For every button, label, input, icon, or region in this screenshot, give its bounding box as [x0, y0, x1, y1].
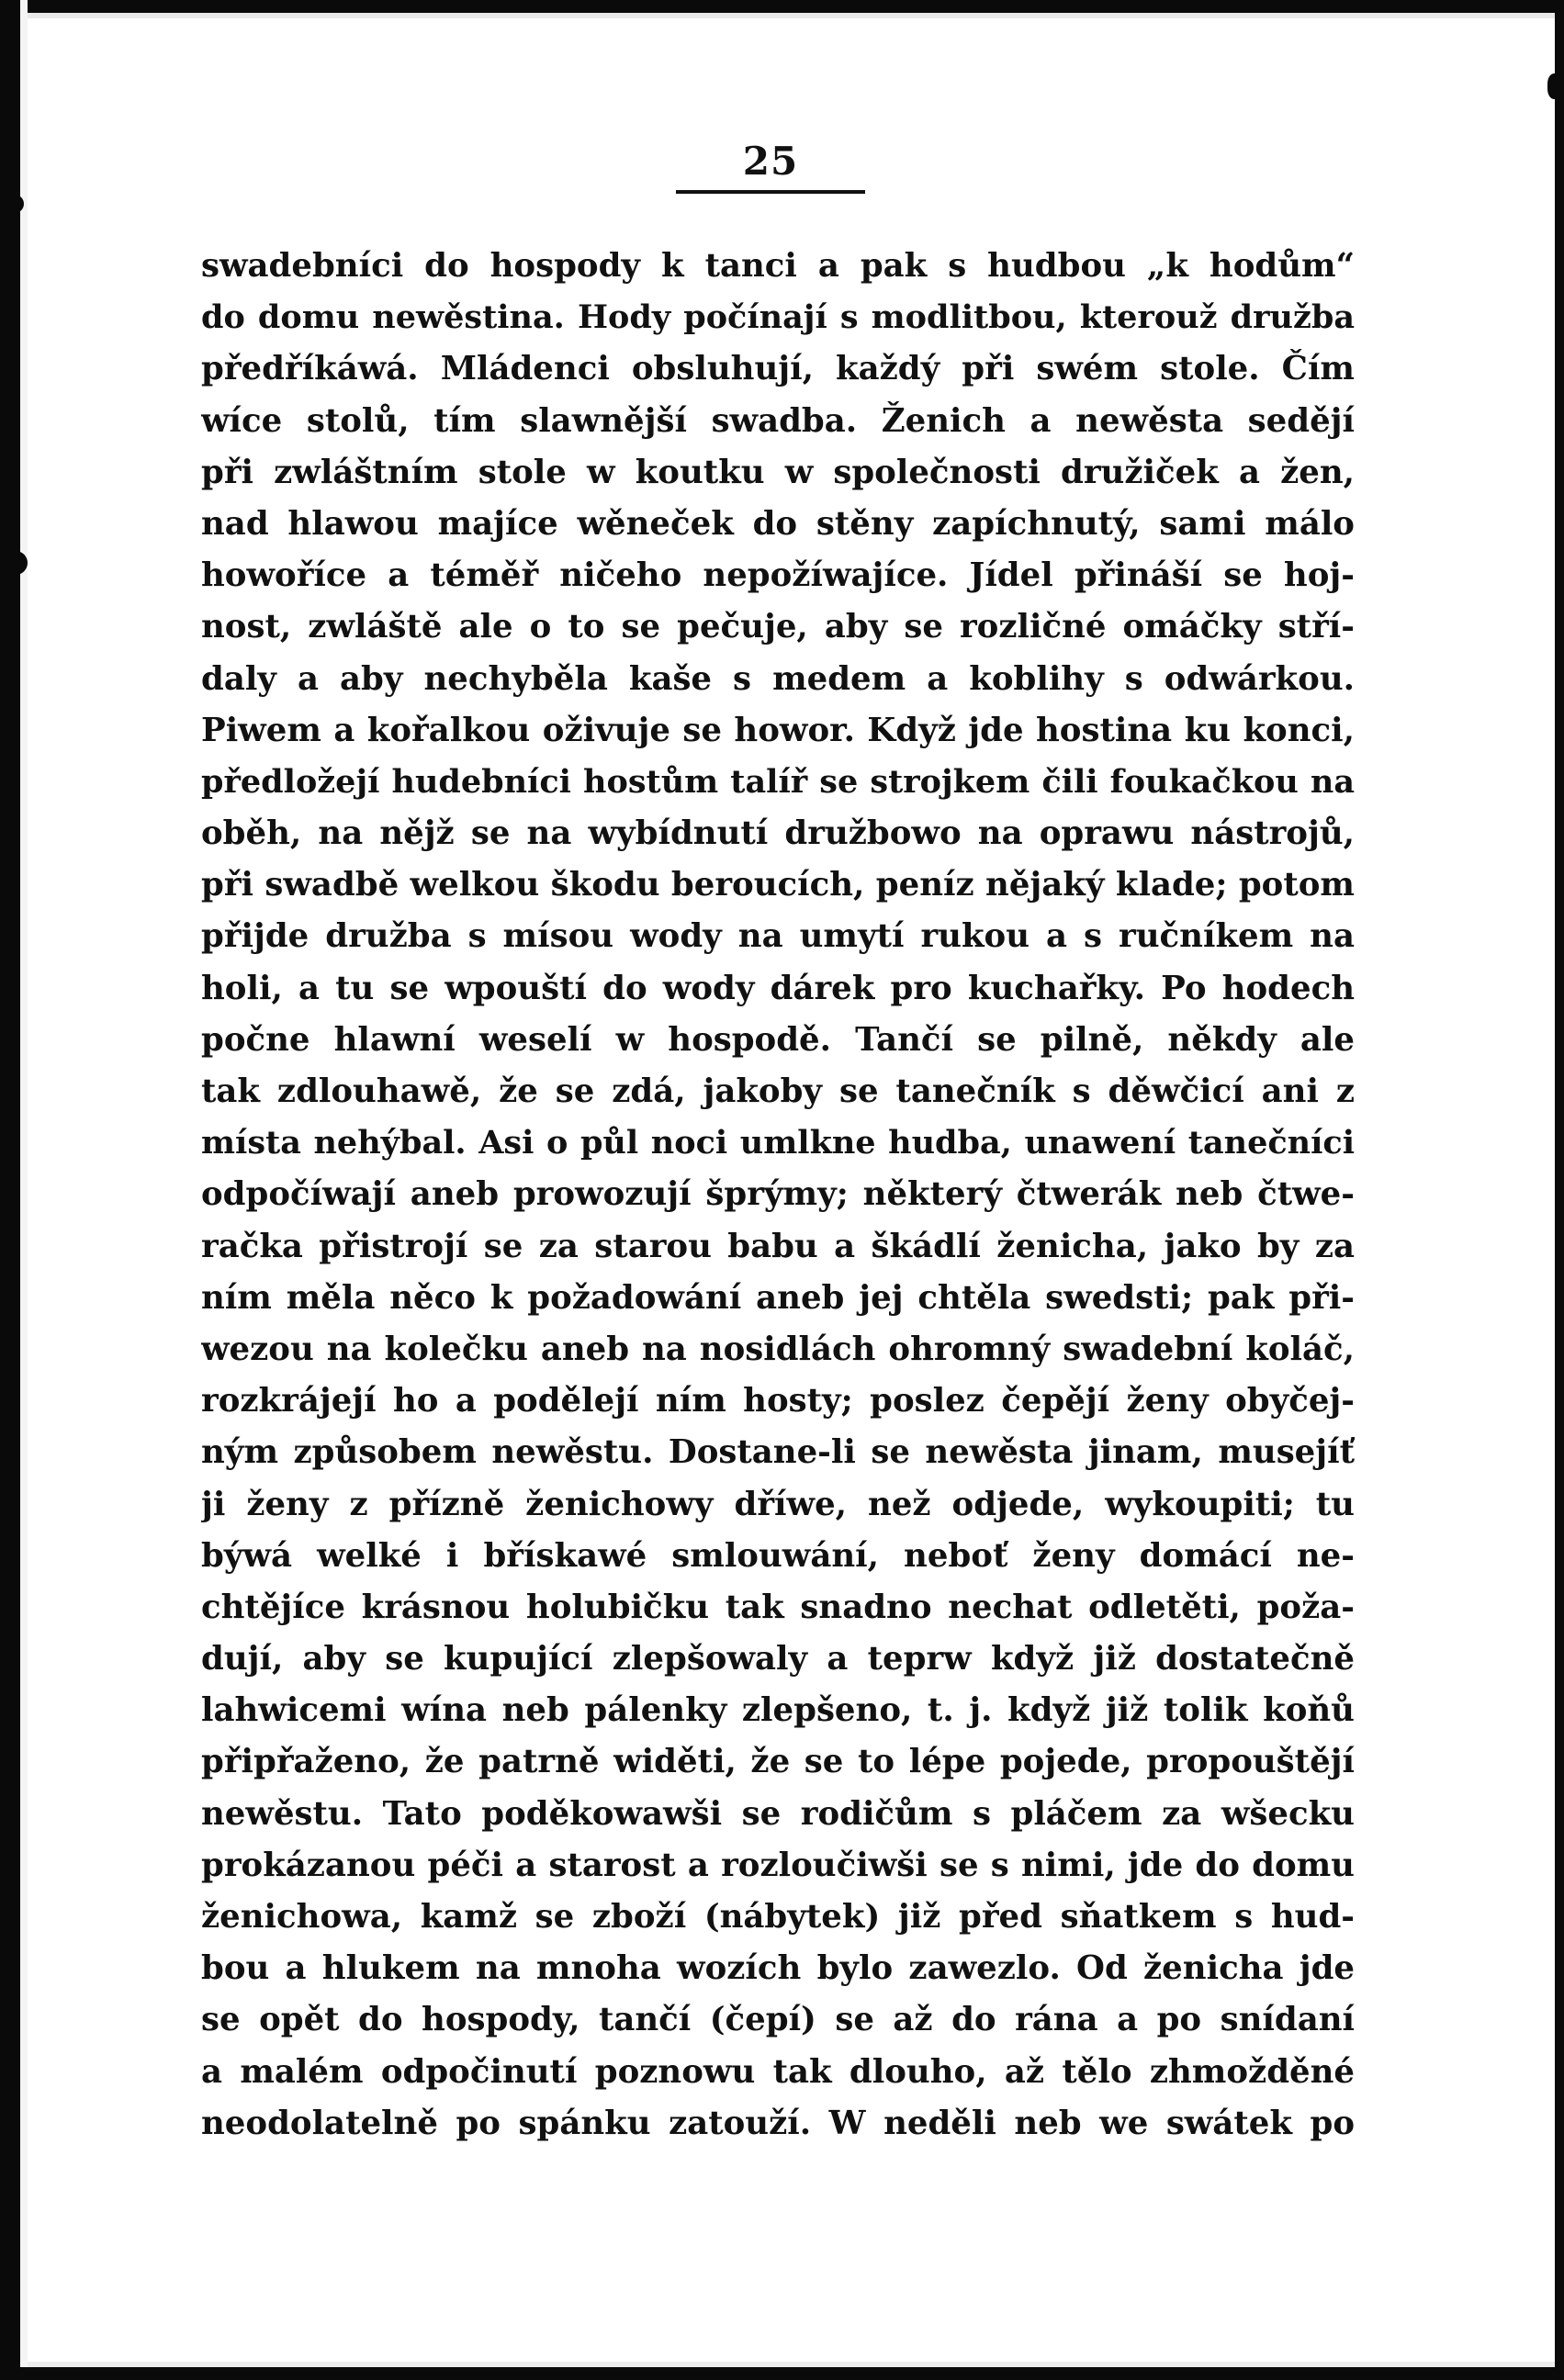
scan-edge-mark: [6, 195, 24, 213]
text-line: dují, aby se kupující zlepšowaly a teprw když již dostatečně: [201, 1640, 1355, 1678]
text-line: newěstu. Tato poděkowawši se rodičům s pláčem za wšecku: [201, 1794, 1355, 1833]
text-line: se opět do hospody, tančí (čepí) se až do rána a po snídaní: [201, 2001, 1355, 2039]
text-line: račka přistrojí se za starou babu a škádlí ženicha, jako by za: [201, 1227, 1355, 1265]
scan-border-left-shadow: [20, 0, 28, 2380]
text-line: při zwláštním stole w koutku w společnosti družiček a žen,: [201, 453, 1355, 491]
text-line: předložejí hudebníci hostům talíř se strojkem čili foukačkou na: [201, 762, 1355, 801]
text-line: místa nehýbal. Asi o půl noci umlkne hudba, unawení tanečníci: [201, 1124, 1355, 1162]
text-line: Piwem a kořalkou oživuje se howor. Když jde hostina ku konci,: [201, 711, 1355, 749]
text-line: holi, a tu se wpouští do wody dárek pro kuchařky. Po hodech: [201, 969, 1355, 1007]
scan-border-top: [0, 0, 1564, 13]
text-line: wezou na kolečku aneb na nosidlách ohromný swadební koláč,: [201, 1330, 1355, 1368]
text-line: ným způsobem newěstu. Dostane-li se newěsta jinam, musejíť: [201, 1433, 1355, 1472]
text-line: wíce stolů, tím slawnější swadba. Ženich a newěsta sedějí: [201, 401, 1355, 440]
body-text: [201, 241, 1355, 2150]
scan-edge-mark: [4, 551, 28, 575]
scan-edge-mark: [1547, 73, 1564, 99]
scan-border-top-shadow: [28, 13, 1555, 18]
text-line: bou a hlukem na mnoha wozích bylo zawezlo. Od ženicha jde: [201, 1949, 1355, 1988]
page-number: 25: [742, 139, 799, 184]
text-line: ženichowa, kamž se zboží (nábytek) již před sňatkem s hud-: [201, 1898, 1355, 1936]
text-line: lahwicemi wína neb pálenky zlepšeno, t. j. když již tolik koňů: [201, 1691, 1355, 1730]
scan-border-left: [0, 0, 20, 2380]
text-line: nost, zwláště ale o to se pečuje, aby se rozličné omáčky stří-: [201, 608, 1355, 646]
scan-border-bottom-shadow: [28, 2362, 1555, 2367]
text-line: swadebníci do hospody k tanci a pak s hudbou „k hodům“: [201, 247, 1355, 285]
text-line: počne hlawní weselí w hospodě. Tančí se pilně, někdy ale: [201, 1020, 1355, 1059]
text-line: chtějíce krásnou holubičku tak snadno nechat odletěti, poža-: [201, 1588, 1355, 1626]
scan-border-right: [1555, 0, 1564, 2380]
text-line: oběh, na nějž se na wybídnutí družbowo na oprawu nástrojů,: [201, 814, 1355, 853]
text-line: odpočíwají aneb prowozují šprýmy; některý čtwerák neb čtwe-: [201, 1175, 1355, 1214]
text-line: a malém odpočinutí poznowu tak dlouho, až tělo zhmožděné: [201, 2052, 1355, 2091]
text-line: býwá welké i břískawé smlouwání, neboť ženy domácí ne-: [201, 1536, 1355, 1575]
text-line: předříkáwá. Mládenci obsluhují, každý při swém stole. Čím: [201, 350, 1355, 388]
text-line: rozkrájejí ho a podělejí ním hosty; poslez čepějí ženy obyčej-: [201, 1382, 1355, 1420]
text-line: tak zdlouhawě, že se zdá, jakoby se tanečník s děwčicí ani z: [201, 1072, 1355, 1110]
text-line: neodolatelně po spánku zatouží. W neděli neb we swátek po: [201, 2104, 1355, 2142]
text-line: nad hlawou majíce wěneček do stěny zapíchnutý, sami málo: [201, 504, 1355, 543]
text-line: daly a aby nechyběla kaše s medem a koblihy s odwárkou.: [201, 659, 1355, 698]
text-line: připřaženo, že patrně widěti, že se to lépe pojede, propouštějí: [201, 1743, 1355, 1781]
text-line: přijde družba s mísou wody na umytí rukou a s ručníkem na: [201, 917, 1355, 956]
text-line: do domu newěstina. Hody počínají s modlitbou, kterouž družba: [201, 298, 1355, 337]
page-number-rule: [676, 190, 865, 194]
text-line: howoříce a téměř ničeho nepožíwajíce. Jídel přináší se hoj-: [201, 556, 1355, 595]
text-line: prokázanou péči a starost a rozloučiwši se s nimi, jde do domu: [201, 1846, 1355, 1884]
text-line: při swadbě welkou škodu beroucích, peníz nějaký klade; potom: [201, 866, 1355, 904]
text-line: ji ženy z přízně ženichowy dříwe, než odjede, wykoupiti; tu: [201, 1485, 1355, 1523]
scan-border-bottom: [0, 2367, 1564, 2380]
text-line: ním měla něco k požadowání aneb jej chtěla swedsti; pak při-: [201, 1278, 1355, 1317]
